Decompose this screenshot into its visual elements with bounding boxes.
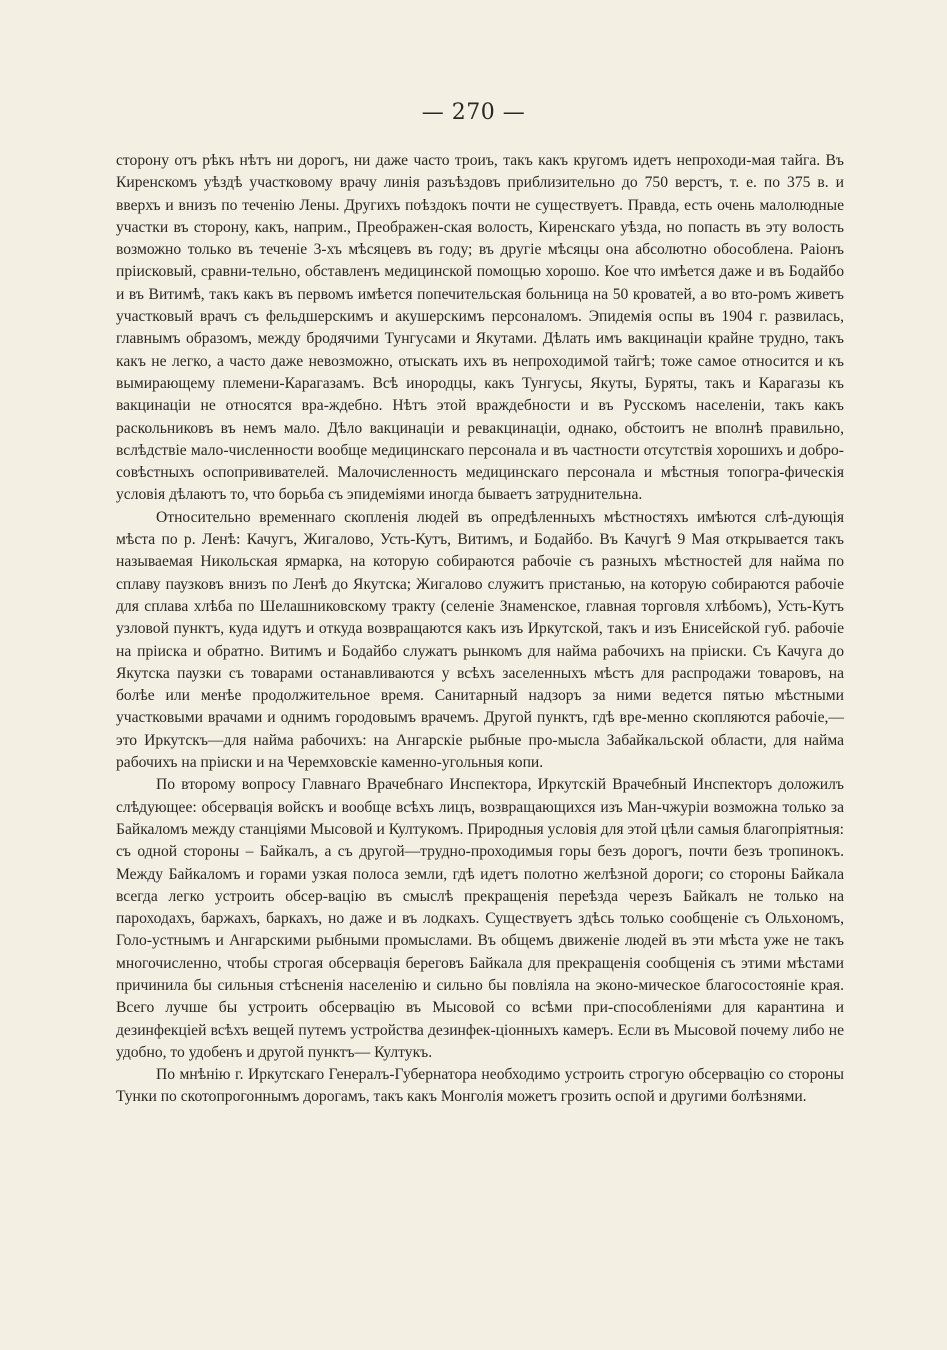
body-text xyxy=(116,150,844,1109)
paragraph-2: Относительно временнаго скопленія людей въ опредѣленныхъ мѣстностяхъ имѣются слѣ-дующія мѣста по р. Ленѣ: Качугъ, Жигалово, Усть-Кутъ, Витимъ, и Бодайбо. Въ Качугѣ 9 Мая открывается такъ называемая Никольская ярмарка, на которую собираются рабочіе съ разныхъ мѣстностей для найма по сплаву паузковъ внизъ по Ленѣ до Якутска; Жигалово служитъ пристанью, на которую собираются рабочіе для сплава хлѣба по Шелашниковскому тракту (селеніе Знаменское, главная торговля хлѣбомъ), Усть-Кутъ узловой пунктъ, куда идутъ и откуда возвращаются какъ изъ Иркутской, такъ и изъ Енисейской губ. рабочіе на пріиска и обратно. Витимъ и Бодайбо служатъ рынкомъ для найма рабочихъ на пріиски. Съ Качуга до Якутска паузки съ товарами останавливаются у всѣхъ заселенныхъ мѣстъ для распродажи товаровъ, на болѣе или менѣе продолжительное время. Санитарный надзоръ за ними ведется пятью мѣстными участковыми врачами и однимъ городовымъ врачемъ. Другой пунктъ, гдѣ вре-менно скопляются рабочіе,—это Иркутскъ—для найма рабочихъ: на Ангарскіе рыбные про-мысла Забайкальской области, для найма рабочихъ на пріиски и на Черемховскіе каменно-угольныя копи. xyxy=(116,508,844,772)
paragraph-4: По мнѣнію г. Иркутскаго Генералъ-Губернатора необходимо устроить строгую обсервацію со стороны Тунки по скотопрогоннымъ дорогамъ, такъ какъ Монголія можетъ грозить оспой и другими болѣзнями. xyxy=(116,1066,844,1106)
paragraph-1: сторону отъ рѣкъ нѣтъ ни дорогъ, ни даже часто троиъ, такъ какъ кругомъ идетъ непроходи-мая тайга. Въ Киренскомъ уѣздѣ участковому врачу линія разъѣздовъ приблизительно до 750 верстъ, т. е. по 375 в. и вверхъ и внизъ по теченію Лены. Другихъ поѣздокъ почти не существуетъ. Правда, есть очень малолюдные участки въ сторону, какъ, наприм., Преображен-ская волость, Киренскаго уѣзда, но попасть въ эту волость возможно только въ теченіе 3-хъ мѣсяцевъ въ году; въ другіе мѣсяцы она абсолютно обособлена. Раіонъ пріисковый, сравни-тельно, обставленъ медицинской помощью хорошо. Кое что имѣется даже и въ Бодайбо и въ Витимѣ, такъ какъ въ первомъ имѣется попечительская больница на 50 кроватей, а во вто-ромъ живетъ участковый врачъ съ фельдшерскимъ и акушерскимъ персоналомъ. Эпидемія оспы въ 1904 г. развилась, главнымъ образомъ, между бродячими Тунгусами и Якутами. Дѣлать имъ вакцинаціи крайне трудно, такъ какъ не легко, а часто даже невозможно, отыскать ихъ въ непроходимой тайгѣ; тоже самое относится и къ вымирающему племени-Карагазамъ. Всѣ инородцы, какъ Тунгусы, Якуты, Буряты, такъ и Карагазы къ вакцинаціи не относятся вра-ждебно. Нѣтъ этой враждебности и въ Русскомъ населеніи, такъ какъ раскольниковъ въ немъ мало. Дѣло вакцинаціи и ревакцинаціи, однако, обстоитъ не вполнѣ правильно, вслѣдствіе мало-численности вообще медицинскаго персонала и въ частности отсутствія хорошихъ и добро-совѣстныхъ оспопрививателей. Малочисленность медицинскаго персонала и мѣстныя топогра-фическія условія дѣлаютъ то, что борьба съ эпидеміями иногда бываетъ затруднительна. xyxy=(116,152,844,504)
page-number: — 270 — xyxy=(421,100,526,125)
paragraph-3: По второму вопросу Главнаго Врачебнаго Инспектора, Иркутскій Врачебный Инспекторъ доложилъ слѣдующее: обсервація войскъ и вообще всѣхъ лицъ, возвращающихся изъ Ман-чжуріи возможна только за Байкаломъ между станціями Мысовой и Култукомъ. Природныя условія для этой цѣли самыя благопріятныя: съ одной стороны – Байкалъ, а съ другой—трудно-проходимыя горы безъ дорогъ, почти безъ тропинокъ. Между Байкаломъ и горами узкая полоса земли, гдѣ идетъ полотно желѣзной дороги; со стороны Байкала всегда легко устроить обсер-вацію въ смыслѣ прекращенія переѣзда черезъ Байкалъ не только на пароходахъ, баржахъ, баркахъ, но даже и въ лодкахъ. Существуетъ здѣсь только сообщеніе съ Ольхономъ, Голо-устнымъ и Ангарскими рыбными промыслами. Въ общемъ движеніе людей въ эти мѣста уже не такъ многочисленно, чтобы строгая обсервація береговъ Байкала для прекращенія сообщенія съ этими мѣстами причинила бы сильныя стѣсненія населенію и сильно бы повліяла на эконо-мическое благосостояніе края. Всего лучше бы устроить обсервацію въ Мысовой со всѣми при-способленіями для карантина и дезинфекціей всѣхъ вещей путемъ устройства дезинфек-ціонныхъ камеръ. Если въ Мысовой почему либо не удобно, то удобенъ и другой пунктъ— Култукъ. xyxy=(116,776,844,1061)
